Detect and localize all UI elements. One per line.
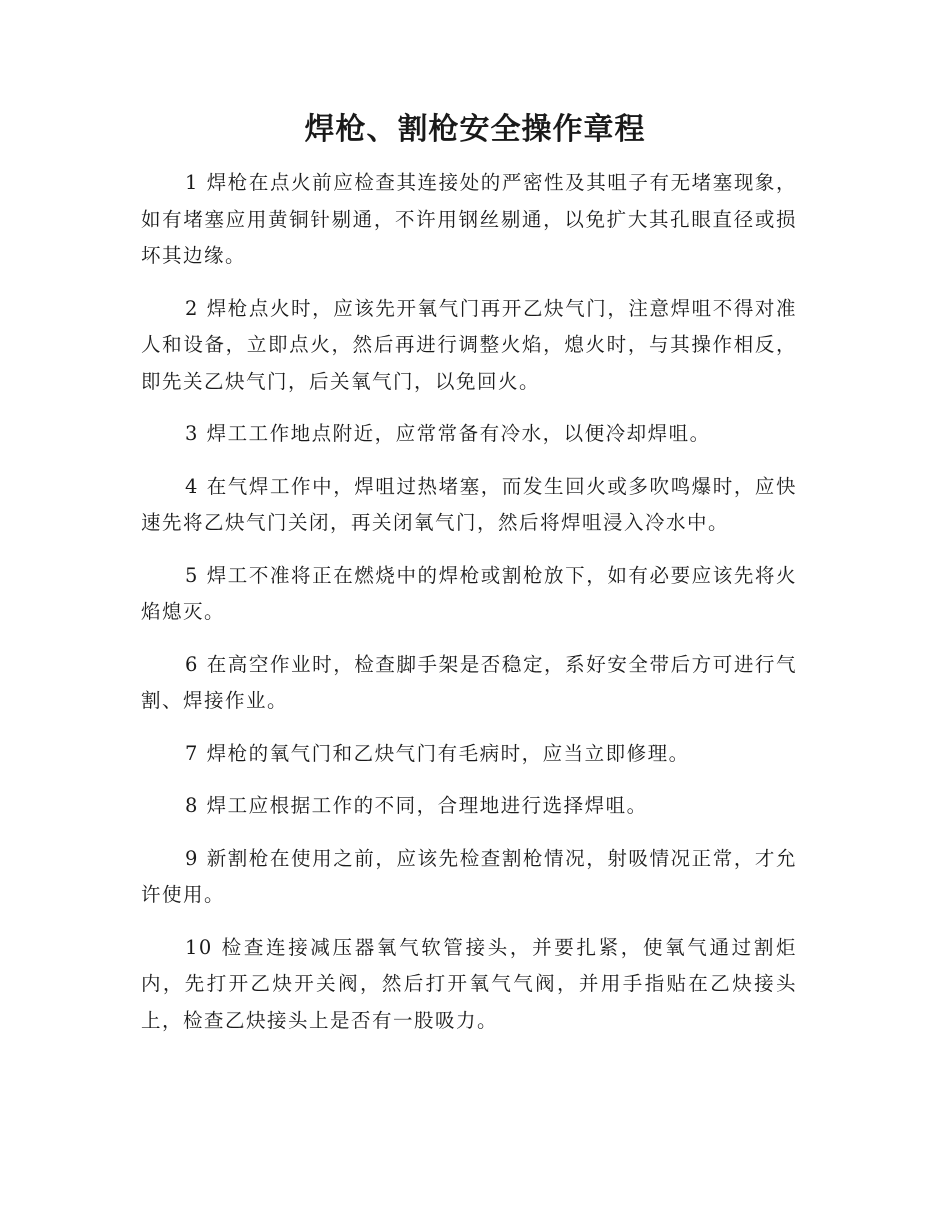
paragraph-10: 10 检查连接减压器氧气软管接头，并要扎紧，使氧气通过割炬内，先打开乙炔开关阀，然后打开氧气气阀，并用手指贴在乙炔接头上，检查乙炔接头上是否有一股吸力。: [141, 935, 797, 1032]
paragraph-3: 3 焊工工作地点附近，应常常备有冷水，以便冷却焊咀。: [185, 422, 711, 445]
paragraph-5: 5 焊工不准将正在燃烧中的焊枪或割枪放下，如有必要应该先将火焰熄灭。: [141, 563, 797, 623]
paragraph-4: 4 在气焊工作中，焊咀过热堵塞，而发生回火或多吹鸣爆时，应快速先将乙炔气门关闭，再关闭氧气门，然后将焊咀浸入冷水中。: [141, 474, 797, 534]
paragraph-9: 9 新割枪在使用之前，应该先检查割枪情况，射吸情况正常，才允许使用。: [141, 846, 797, 906]
paragraph-6: 6 在高空作业时，检查脚手架是否稳定，系好安全带后方可进行气割、焊接作业。: [141, 652, 797, 712]
document-title: 焊枪、割枪安全操作章程: [304, 112, 646, 147]
paragraph-8: 8 焊工应根据工作的不同，合理地进行选择焊咀。: [185, 794, 648, 817]
paragraph-7: 7 焊枪的氧气门和乙炔气门有毛病时，应当立即修理。: [185, 741, 690, 765]
document-body: [141, 165, 797, 1055]
paragraph-2: 2 焊枪点火时，应该先开氧气门再开乙炔气门，注意焊咀不得对准人和设备，立即点火，然后再进行调整火焰，熄火时，与其操作相反，即先关乙炔气门，后关氧气门，以免回火。: [141, 296, 797, 393]
paragraph-1: 1 焊枪在点火前应检查其连接处的严密性及其咀子有无堵塞现象，如有堵塞应用黄铜针剔通，不许用钢丝剔通，以免扩大其孔眼直径或损坏其边缘。: [141, 171, 797, 267]
